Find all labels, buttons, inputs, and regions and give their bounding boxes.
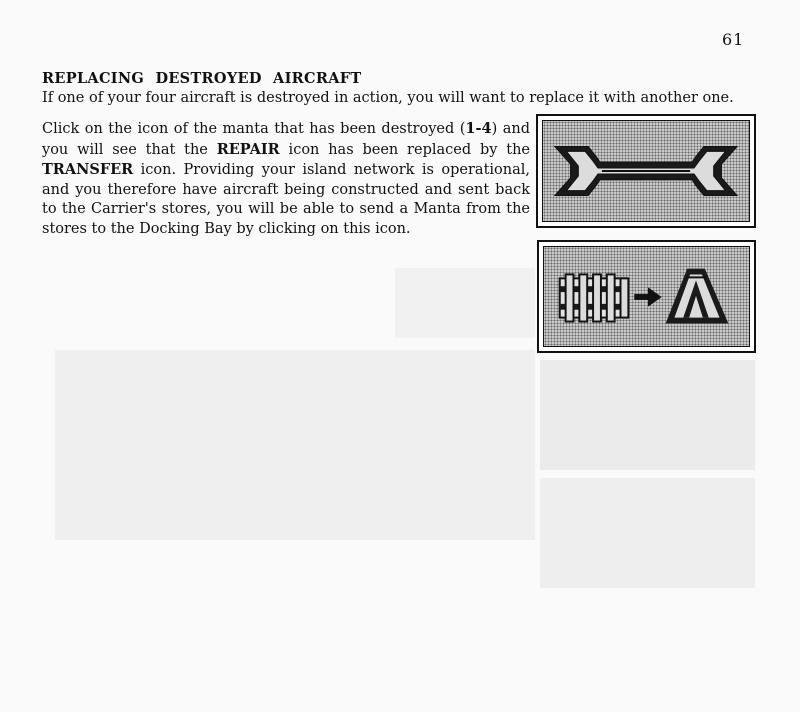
transfer-icon-frame <box>543 246 750 347</box>
body-text-part: Click on the icon of the manta that has been destroyed ( <box>42 121 466 137</box>
intro-paragraph: If one of your four aircraft is destroyed in action, you will want to replace it with another one. <box>42 90 734 106</box>
transfer-icon-panel <box>537 240 756 353</box>
bleed-through <box>395 268 535 338</box>
repair-icon-frame <box>542 120 750 222</box>
manta-icon <box>666 269 729 324</box>
bleed-through <box>540 478 755 588</box>
manta-range: 1-4 <box>465 120 492 137</box>
bleed-through <box>540 360 755 470</box>
stores-icon <box>560 274 629 321</box>
page-number: 61 <box>722 30 745 49</box>
transfer-keyword: TRANSFER <box>42 161 134 179</box>
section-heading: REPLACING DESTROYED AIRCRAFT <box>42 70 362 87</box>
body-text-part: icon. Providing your island network is operational, and you therefore have aircraft being constructed and sent back to the Carrier's stores, you will be able to send a Manta from the stores to the Docking Bay by clicking on this icon. <box>42 162 530 237</box>
repair-keyword: REPAIR <box>216 140 280 158</box>
body-text-part: icon has been replaced by the <box>279 141 530 158</box>
bleed-through <box>55 350 535 540</box>
body-paragraph <box>42 119 530 240</box>
repair-icon-panel <box>536 114 756 228</box>
arrow-right-icon <box>634 287 661 307</box>
repair-wrench-icon <box>543 121 749 221</box>
transfer-icon <box>544 247 749 346</box>
body-text-part: ) and you will see that the <box>42 121 530 158</box>
